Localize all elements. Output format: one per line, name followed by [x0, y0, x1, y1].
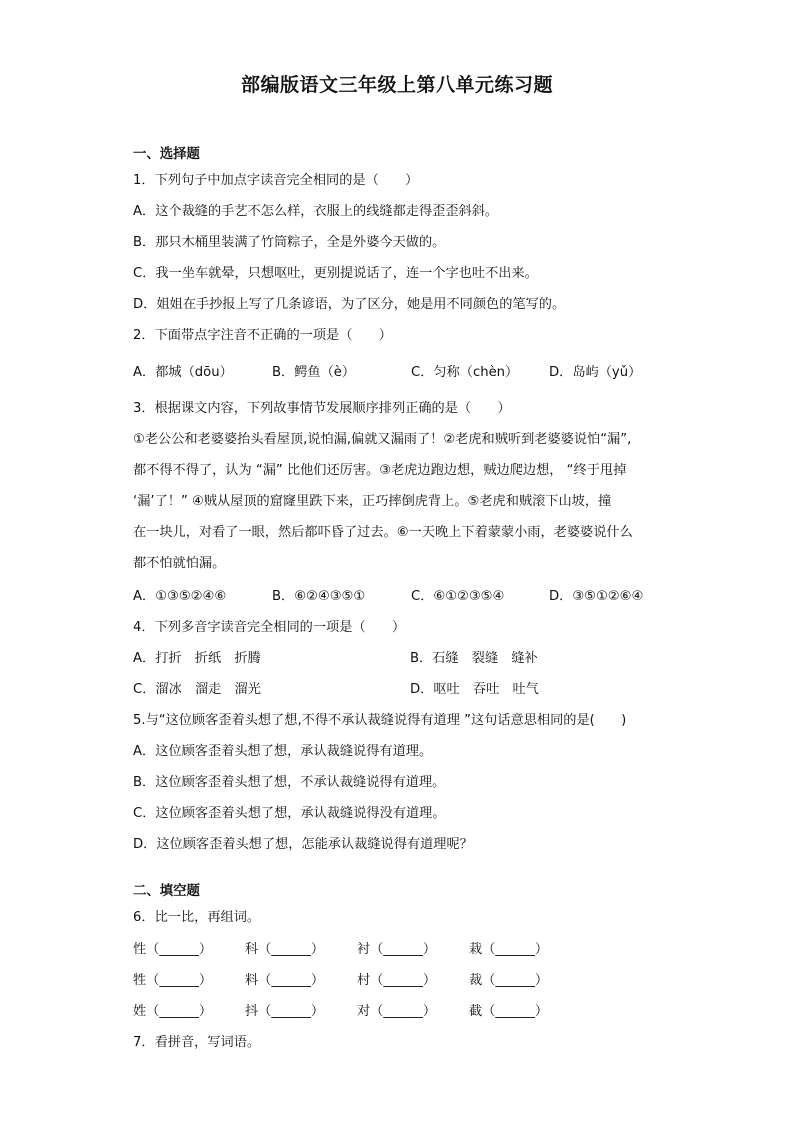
q2-option-a: A．都城（dōu）	[133, 365, 233, 380]
q2-option-c: C．匀称（chèn）	[411, 365, 519, 380]
q2-option-d: D．岛屿（yǔ）	[549, 365, 642, 380]
q6-row	[133, 942, 548, 958]
q2-stem: 2．下面带点字注音不正确的一项是（ ）	[133, 328, 392, 343]
q6-blank: 裁（______）	[469, 973, 549, 988]
q1-option-c: C．我一坐车就晕，只想呕吐，更别提说话了，连一个字也吐不出来。	[133, 266, 538, 281]
q3-passage-line: 都不怕就怕漏。	[133, 556, 226, 571]
q5-option-a: A．这位顾客歪着头想了想，承认裁缝说得有道理。	[133, 744, 433, 759]
q5-option-d: D．这位顾客歪着头想了想，怎能承认裁缝说得有道理呢？	[133, 837, 473, 852]
q2-options	[133, 365, 641, 381]
q4-option-a: A．打折 折纸 折腾	[133, 651, 261, 666]
q4-option-c: C．溜冰 溜走 溜光	[133, 682, 261, 697]
section-heading-choice: 一、选择题	[133, 147, 200, 162]
section-heading-fill: 二、填空题	[133, 884, 200, 899]
q6-blank: 对（______）	[357, 1004, 437, 1019]
q4-option-d: D．呕吐 吞吐 吐气	[410, 682, 539, 697]
q6-blank: 栽（______）	[469, 942, 549, 957]
q6-blank: 抖（______）	[245, 1004, 325, 1019]
q7-stem: 7．看拼音，写词语。	[133, 1035, 261, 1050]
q3-options	[133, 589, 643, 605]
q3-passage-line: ‘漏’了！” ④贼从屋顶的窟窿里跌下来，正巧摔倒虎背上。⑤老虎和贼滚下山坡，撞	[133, 494, 612, 509]
q4-options-row2	[133, 682, 539, 698]
q6-row	[133, 973, 548, 989]
q1-option-a: A．这个裁缝的手艺不怎么样，衣服上的线缝都走得歪歪斜斜。	[133, 204, 499, 219]
q2-option-b: B．鳄鱼（è）	[272, 365, 356, 380]
q6-blank: 科（______）	[245, 942, 325, 957]
q3-option-a: A．①③⑤②④⑥	[133, 589, 227, 604]
q6-blank: 截（______）	[469, 1004, 549, 1019]
q4-stem: 4．下列多音字读音完全相同的一项是（ ）	[133, 620, 406, 635]
q4-options-row1	[133, 651, 538, 667]
q5-stem: 5.与“这位顾客歪着头想了想,不得不承认裁缝说得有道理 ”这句话意思相同的是( )	[133, 713, 627, 728]
q3-option-b: B．⑥②④③⑤①	[272, 589, 366, 604]
q4-option-b: B．石缝 裂缝 缝补	[410, 651, 538, 666]
q3-passage-line: 在一块儿，对看了一眼，然后都吓昏了过去。⑥一天晚上下着蒙蒙小雨，老婆婆说什么	[133, 525, 633, 540]
q5-option-c: C．这位顾客歪着头想了想，承认裁缝说得没有道理。	[133, 806, 446, 821]
q1-option-d: D．姐姐在手抄报上写了几条谚语，为了区分，她是用不同颜色的笔写的。	[133, 297, 566, 312]
q6-blank: 性（______）	[133, 942, 213, 957]
q3-option-c: C．⑥①②③⑤④	[411, 589, 505, 604]
q6-blank: 牲（______）	[133, 973, 213, 988]
q1-option-b: B．那只木桶里装满了竹筒粽子，全是外婆今天做的。	[133, 235, 446, 250]
page-title: 部编版语文三年级上第八单元练习题	[240, 74, 553, 96]
q6-blank: 衬（______）	[357, 942, 437, 957]
q6-blank: 姓（______）	[133, 1004, 213, 1019]
q6-blank: 村（______）	[357, 973, 437, 988]
q6-row	[133, 1004, 548, 1020]
q3-option-d: D．③⑤①②⑥④	[549, 589, 644, 604]
q3-stem: 3．根据课文内容，下列故事情节发展顺序排列正确的是（ ）	[133, 401, 511, 416]
q3-passage-line: 都不得不得了，认为 “漏” 比他们还厉害。③老虎边跑边想，贼边爬边想， “终于甩掉	[133, 463, 627, 478]
q5-option-b: B．这位顾客歪着头想了想，不承认裁缝说得有道理。	[133, 775, 446, 790]
q6-blank: 料（______）	[245, 973, 325, 988]
q1-stem: 1．下列句子中加点字读音完全相同的是（ ）	[133, 173, 419, 188]
q3-passage-line: ①老公公和老婆婆抬头看屋顶,说怕漏,偏就又漏雨了！②老虎和贼听到老婆婆说怕“漏”,	[133, 432, 632, 447]
q6-stem: 6．比一比，再组词。	[133, 910, 261, 925]
